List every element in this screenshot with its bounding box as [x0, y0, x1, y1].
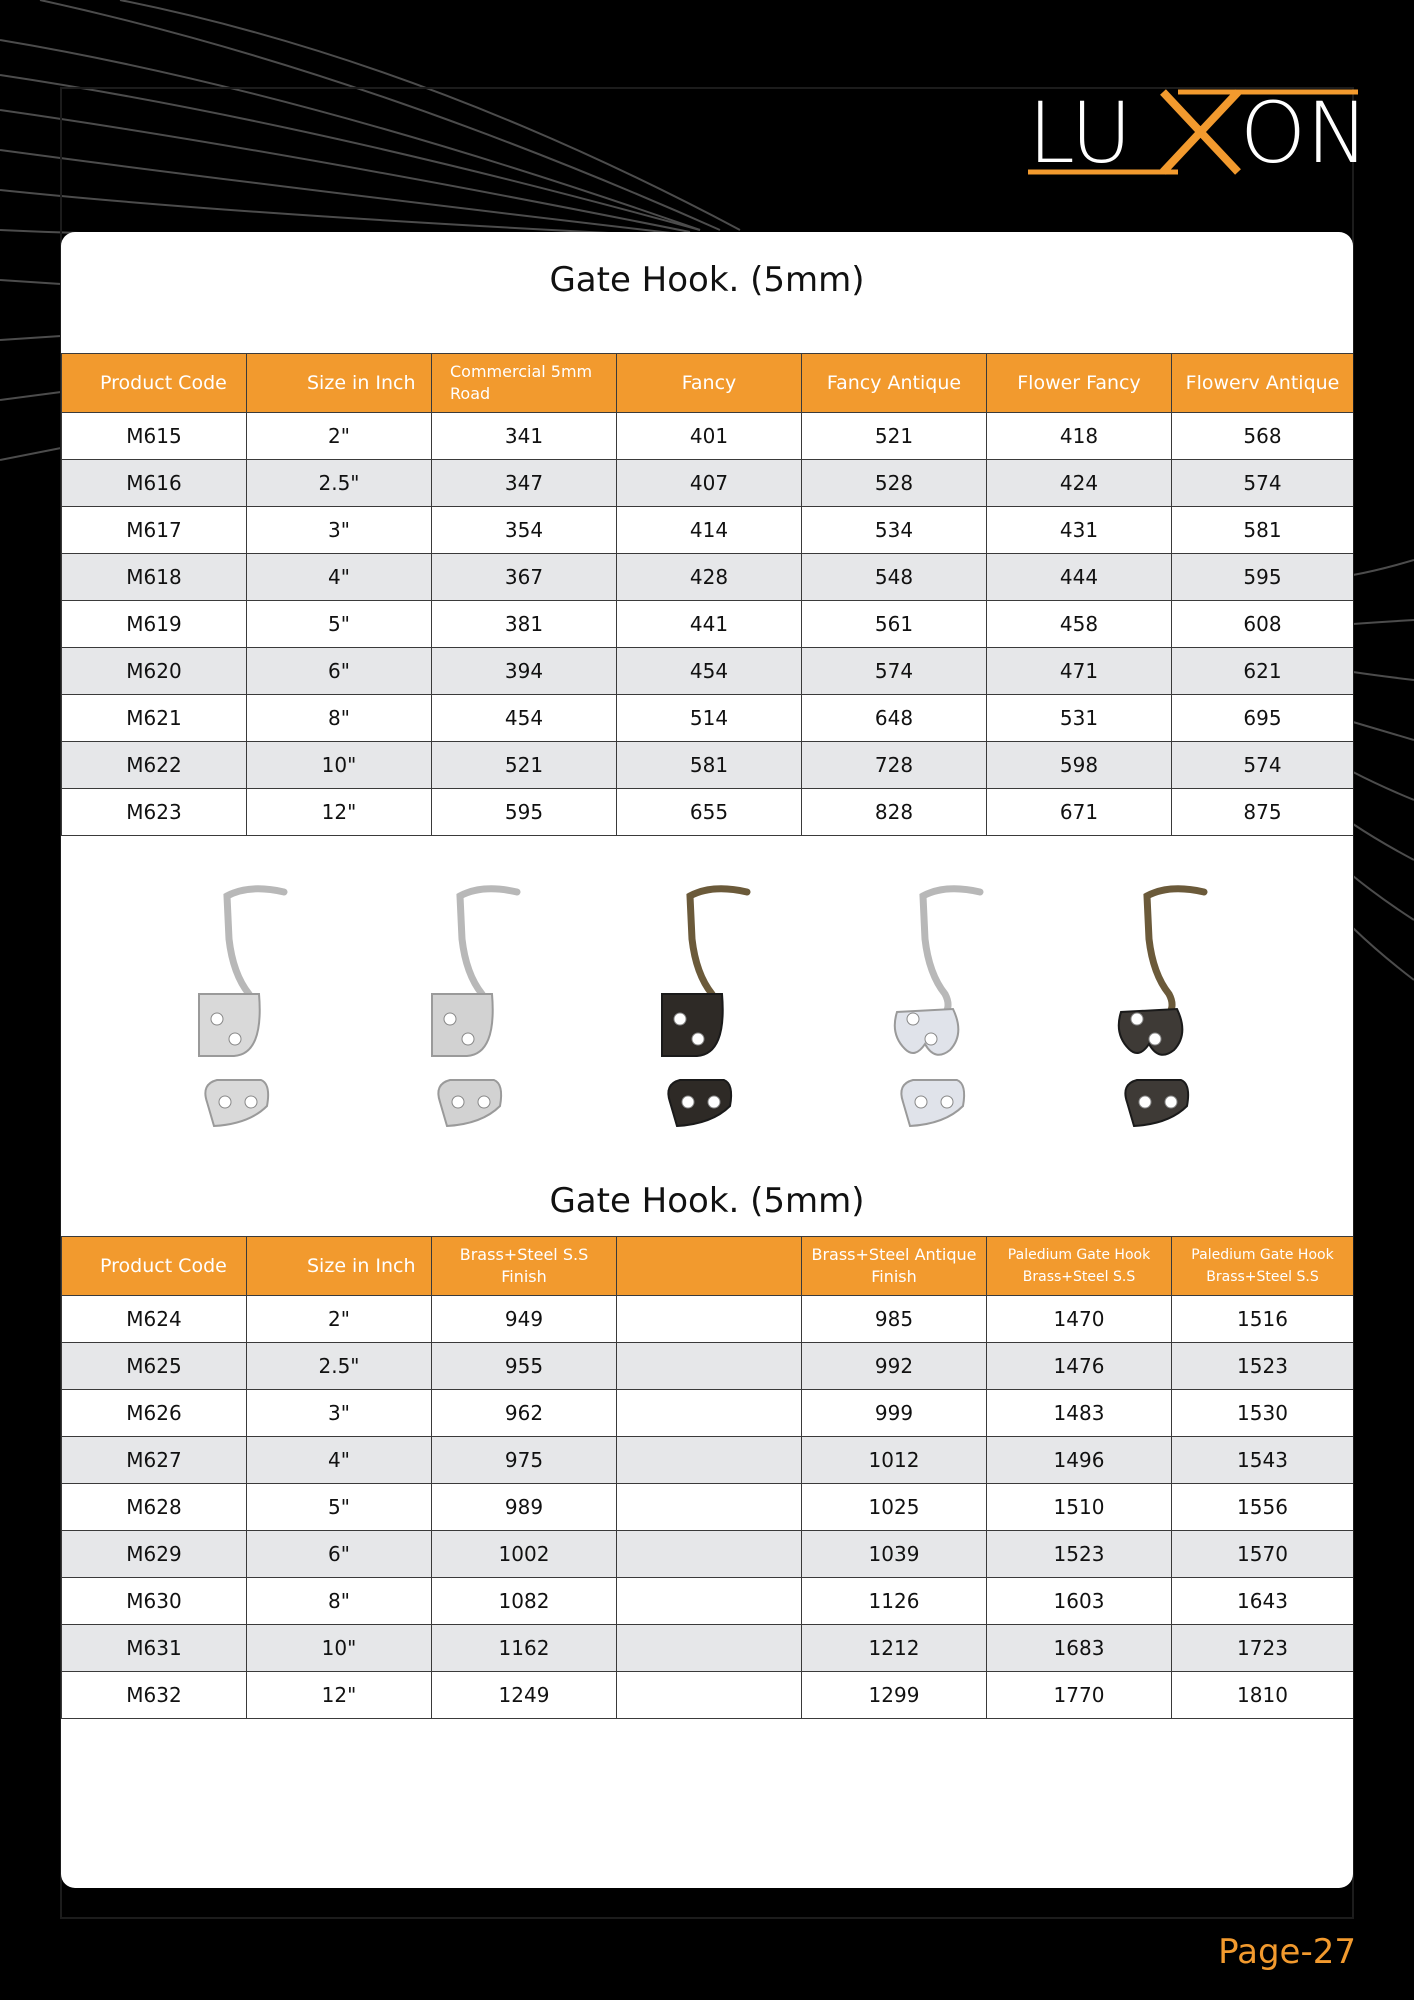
table-row [62, 789, 1354, 836]
table-cell: 414 [617, 507, 802, 554]
table-cell: M617 [62, 507, 247, 554]
table-cell: M615 [62, 413, 247, 460]
table-cell: 949 [432, 1296, 617, 1343]
table-cell: 534 [802, 507, 987, 554]
table-cell: 431 [987, 507, 1172, 554]
table-cell: 1025 [802, 1484, 987, 1531]
table-cell: 454 [617, 648, 802, 695]
table-cell: 581 [617, 742, 802, 789]
col-paledium-1: Paledium Gate Hook Brass+Steel S.S [987, 1237, 1172, 1296]
table-cell: 1162 [432, 1625, 617, 1672]
table-cell: M628 [62, 1484, 247, 1531]
table-cell: 2" [247, 413, 432, 460]
table-cell: 3" [247, 1390, 432, 1437]
section-title-1: Gate Hook. (5mm) [549, 260, 865, 300]
table-row [62, 695, 1354, 742]
table-cell [617, 1484, 802, 1531]
table-cell: 985 [802, 1296, 987, 1343]
table-cell: 2" [247, 1296, 432, 1343]
table-cell: 1723 [1172, 1625, 1354, 1672]
table-cell: 347 [432, 460, 617, 507]
table-cell: 1126 [802, 1578, 987, 1625]
table-cell: 1643 [1172, 1578, 1354, 1625]
table-cell: 671 [987, 789, 1172, 836]
table-cell: 1476 [987, 1343, 1172, 1390]
table-row [62, 1343, 1354, 1390]
table-cell: 1212 [802, 1625, 987, 1672]
table-cell: 1523 [987, 1531, 1172, 1578]
table-cell: 1810 [1172, 1672, 1354, 1719]
table-cell: 10" [247, 1625, 432, 1672]
table-row [62, 1296, 1354, 1343]
luxon-logo [1028, 84, 1358, 176]
table-cell: 962 [432, 1390, 617, 1437]
col-fancy: Fancy [617, 354, 802, 413]
flower-antique-hook-image [1119, 889, 1204, 1126]
table-cell: 1082 [432, 1578, 617, 1625]
col-flower-fancy: Flower Fancy [987, 354, 1172, 413]
table-cell: 1012 [802, 1437, 987, 1484]
table-cell: 394 [432, 648, 617, 695]
flower-fancy-hook-image [895, 889, 980, 1126]
table-cell: 574 [802, 648, 987, 695]
table-cell: 655 [617, 789, 802, 836]
table-cell: 367 [432, 554, 617, 601]
table-cell: 6" [247, 1531, 432, 1578]
table-cell: 454 [432, 695, 617, 742]
table-cell: 595 [1172, 554, 1354, 601]
table-cell [617, 1531, 802, 1578]
col-empty [617, 1237, 802, 1296]
table-cell: 1483 [987, 1390, 1172, 1437]
table-cell [617, 1437, 802, 1484]
table-cell: M619 [62, 601, 247, 648]
fancy-hook-image [432, 889, 517, 1126]
price-list-card [61, 232, 1353, 1888]
table-cell: 401 [617, 413, 802, 460]
table-cell: M632 [62, 1672, 247, 1719]
table-cell [617, 1390, 802, 1437]
table-cell: 828 [802, 789, 987, 836]
table-cell: M623 [62, 789, 247, 836]
table-cell [617, 1578, 802, 1625]
table-cell: 1299 [802, 1672, 987, 1719]
table-cell: 992 [802, 1343, 987, 1390]
table-cell: 728 [802, 742, 987, 789]
table-cell: 407 [617, 460, 802, 507]
table-cell: 4" [247, 554, 432, 601]
table-cell: M631 [62, 1625, 247, 1672]
table-cell [617, 1672, 802, 1719]
table-cell: 1530 [1172, 1390, 1354, 1437]
logo-mark [1028, 84, 1358, 176]
table-cell: 598 [987, 742, 1172, 789]
table-cell: 1516 [1172, 1296, 1354, 1343]
table-cell: M626 [62, 1390, 247, 1437]
page-number: Page-27 [1218, 1932, 1356, 1972]
table-cell: M621 [62, 695, 247, 742]
table-cell: 1496 [987, 1437, 1172, 1484]
table-cell [617, 1296, 802, 1343]
col-size: Size in Inch [247, 1237, 432, 1296]
table-cell: 6" [247, 648, 432, 695]
table-cell: 595 [432, 789, 617, 836]
table-cell: 1510 [987, 1484, 1172, 1531]
table-cell [617, 1343, 802, 1390]
table-row [62, 648, 1354, 695]
table-cell: 1543 [1172, 1437, 1354, 1484]
table-cell: M625 [62, 1343, 247, 1390]
table-cell: 1039 [802, 1531, 987, 1578]
logo-on: ON [1240, 84, 1358, 176]
col-brass-steel-ss: Brass+Steel S.S Finish [432, 1237, 617, 1296]
table-cell: 531 [987, 695, 1172, 742]
table-row [62, 1531, 1354, 1578]
table-row [62, 507, 1354, 554]
table-cell: 574 [1172, 460, 1354, 507]
table-cell: 975 [432, 1437, 617, 1484]
table-cell: M620 [62, 648, 247, 695]
table-cell: 1002 [432, 1531, 617, 1578]
col-commercial: Commercial 5mm Road [432, 354, 617, 413]
table-row [62, 1672, 1354, 1719]
table-cell: M616 [62, 460, 247, 507]
table-cell: M630 [62, 1578, 247, 1625]
col-brass-steel-antique: Brass+Steel Antique Finish [802, 1237, 987, 1296]
table-cell: 471 [987, 648, 1172, 695]
table-cell: 12" [247, 789, 432, 836]
table-cell: 444 [987, 554, 1172, 601]
table-cell: 1603 [987, 1578, 1172, 1625]
table-cell: 1470 [987, 1296, 1172, 1343]
table-cell: 1249 [432, 1672, 617, 1719]
table-cell: 521 [432, 742, 617, 789]
table-cell: 955 [432, 1343, 617, 1390]
table-cell: 428 [617, 554, 802, 601]
table-row [62, 460, 1354, 507]
table-cell: 521 [802, 413, 987, 460]
table-cell: 4" [247, 1437, 432, 1484]
table-cell: 1770 [987, 1672, 1172, 1719]
table-cell: 2.5" [247, 460, 432, 507]
table-cell: 354 [432, 507, 617, 554]
table-cell: 514 [617, 695, 802, 742]
table-cell: M622 [62, 742, 247, 789]
table-header-row [62, 354, 1354, 413]
col-flower-antique: Flowerv Antique [1172, 354, 1354, 413]
table-cell: 989 [432, 1484, 617, 1531]
table-cell: 648 [802, 695, 987, 742]
table-cell [617, 1625, 802, 1672]
table-row [62, 1437, 1354, 1484]
table-cell: 574 [1172, 742, 1354, 789]
table-cell: 381 [432, 601, 617, 648]
table-cell: 875 [1172, 789, 1354, 836]
table-cell: 548 [802, 554, 987, 601]
table-cell: M618 [62, 554, 247, 601]
table-cell: M624 [62, 1296, 247, 1343]
table-row [62, 1390, 1354, 1437]
table-cell: 418 [987, 413, 1172, 460]
table-cell: 5" [247, 1484, 432, 1531]
table-row [62, 1578, 1354, 1625]
table-row [62, 1484, 1354, 1531]
col-product-code: Product Code [62, 1237, 247, 1296]
price-table-2 [61, 1236, 1353, 1719]
col-paledium-2: Paledium Gate Hook Brass+Steel S.S [1172, 1237, 1354, 1296]
table-cell: 12" [247, 1672, 432, 1719]
col-size: Size in Inch [247, 354, 432, 413]
table-cell: 1556 [1172, 1484, 1354, 1531]
table-cell: 1523 [1172, 1343, 1354, 1390]
table-cell: 561 [802, 601, 987, 648]
table-row [62, 554, 1354, 601]
table-cell: 568 [1172, 413, 1354, 460]
table-row [62, 742, 1354, 789]
table-cell: 1570 [1172, 1531, 1354, 1578]
table-cell: 8" [247, 695, 432, 742]
table-cell: 3" [247, 507, 432, 554]
table-cell: M629 [62, 1531, 247, 1578]
table-cell: 581 [1172, 507, 1354, 554]
table-cell: 528 [802, 460, 987, 507]
table-row [62, 413, 1354, 460]
col-fancy-antique: Fancy Antique [802, 354, 987, 413]
table-row [62, 601, 1354, 648]
table-row [62, 1625, 1354, 1672]
table-cell: 341 [432, 413, 617, 460]
table-cell: 5" [247, 601, 432, 648]
logo-lu: LU [1028, 84, 1133, 176]
table-cell: 458 [987, 601, 1172, 648]
table-cell: 10" [247, 742, 432, 789]
table-cell: M627 [62, 1437, 247, 1484]
product-images [61, 844, 1353, 1174]
fancy-antique-hook-image [662, 889, 747, 1126]
table-cell: 695 [1172, 695, 1354, 742]
table-cell: 8" [247, 1578, 432, 1625]
table-cell: 621 [1172, 648, 1354, 695]
table-cell: 999 [802, 1390, 987, 1437]
table-cell: 2.5" [247, 1343, 432, 1390]
section-title-2: Gate Hook. (5mm) [549, 1181, 865, 1221]
table-cell: 424 [987, 460, 1172, 507]
table-cell: 608 [1172, 601, 1354, 648]
table-cell: 441 [617, 601, 802, 648]
table-cell: 1683 [987, 1625, 1172, 1672]
col-product-code: Product Code [62, 354, 247, 413]
price-table-1 [61, 353, 1353, 836]
commercial-hook-image [199, 889, 284, 1126]
table-header-row [62, 1237, 1354, 1296]
